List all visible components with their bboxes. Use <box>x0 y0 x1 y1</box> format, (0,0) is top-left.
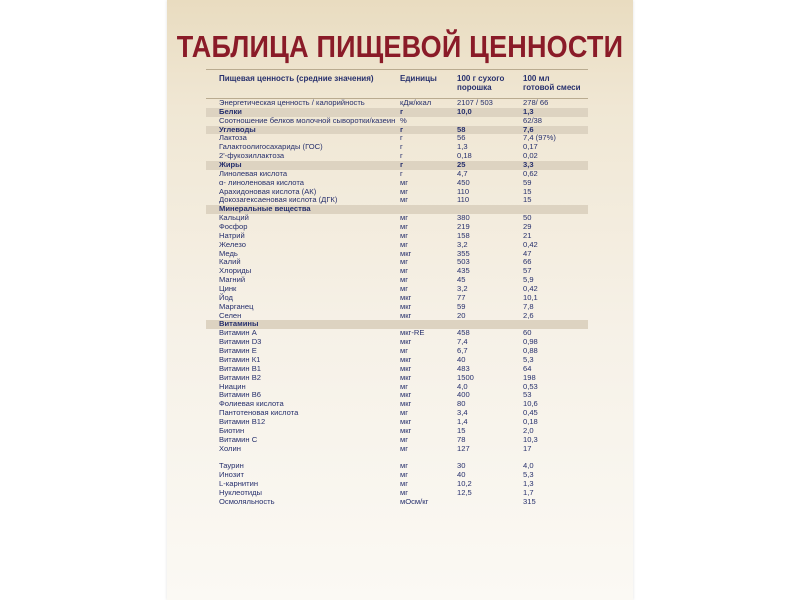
nutrient-name: Инозит <box>219 470 244 480</box>
ready-value-cell: 4,0 <box>523 461 534 471</box>
dry-value-cell: 110 <box>457 195 470 205</box>
nutrient-name: Жиры <box>219 160 242 170</box>
nutrient-name: Пантотеновая кислота <box>219 408 299 418</box>
unit-cell: мг <box>400 239 408 249</box>
dry-value-cell: 77 <box>457 292 466 302</box>
ready-value-cell: 1,7 <box>523 487 534 497</box>
unit-cell: мкг <box>400 416 412 426</box>
nutrient-name: Фолиевая кислота <box>219 399 284 409</box>
dry-value-cell: 1,4 <box>457 416 468 426</box>
ready-value-cell: 5,3 <box>523 470 534 480</box>
nutrient-name: Витамин D3 <box>219 337 262 347</box>
unit-cell: кДж/ккал <box>400 98 432 107</box>
nutrient-name: Осмоляльность <box>219 496 275 506</box>
nutrient-name: Витамин С <box>219 434 258 444</box>
unit-cell: мг <box>400 230 408 240</box>
nutrient-name: Лактоза <box>219 133 247 143</box>
ready-value-cell: 0,18 <box>523 416 538 426</box>
ready-value-cell: 47 <box>523 248 532 258</box>
dry-value-cell: 30 <box>457 461 466 471</box>
ready-value-cell: 1,3 <box>523 106 534 116</box>
dry-value-cell: 78 <box>457 434 466 444</box>
unit-cell: мкг <box>400 310 412 320</box>
table-row <box>206 445 588 463</box>
dry-value-cell: 58 <box>457 124 466 134</box>
nutrient-name: Селен <box>219 310 242 320</box>
unit-cell: мОсм/кг <box>400 496 429 506</box>
unit-cell: г <box>400 160 404 170</box>
nutrient-name: Витамин В6 <box>219 390 261 400</box>
dry-value-cell: 158 <box>457 230 470 240</box>
dry-value-cell: 127 <box>457 443 470 453</box>
dry-value-cell: 12,5 <box>457 487 472 497</box>
unit-cell: мг <box>400 381 408 391</box>
dry-value-cell: 0,18 <box>457 151 472 161</box>
ready-value-cell: 10,1 <box>523 292 538 302</box>
unit-cell: мкг <box>400 390 412 400</box>
nutrient-name: Докозагексаеновая кислота (ДГК) <box>219 195 338 205</box>
unit-cell: мкг <box>400 363 412 373</box>
nutrient-name: Соотношение белков молочной сыворотки/казеин <box>219 115 396 125</box>
dry-value-cell: 4,0 <box>457 381 468 391</box>
dry-value-cell: 1500 <box>457 372 474 382</box>
dry-value-cell: 59 <box>457 301 466 311</box>
nutrient-name: Биотин <box>219 425 245 435</box>
dry-value-cell: 450 <box>457 177 470 187</box>
dry-value-cell: 25 <box>457 160 466 170</box>
unit-cell: мг <box>400 213 408 223</box>
dry-value-cell: 400 <box>457 390 470 400</box>
ready-value-cell: 0,42 <box>523 239 538 249</box>
dry-value-cell: 6,7 <box>457 346 468 356</box>
ready-value-cell: 0,02 <box>523 151 538 161</box>
nutrient-name: Хлориды <box>219 266 252 276</box>
nutrient-name: 2'-фукозиллактоза <box>219 151 285 161</box>
ready-value-cell: 66 <box>523 257 532 267</box>
nutrient-name: Минеральные вещества <box>219 204 311 214</box>
dry-value-cell: 380 <box>457 213 470 223</box>
unit-cell: мкг <box>400 248 412 258</box>
ready-value-cell: 0,88 <box>523 346 538 356</box>
nutrient-name: Витамин К1 <box>219 354 261 364</box>
page-title: ТАБЛИЦА ПИЩЕВОЙ ЦЕННОСТИ <box>176 30 624 64</box>
header-dry-powder: 100 г сухого порошка <box>457 74 505 92</box>
ready-value-cell: 315 <box>523 496 536 506</box>
unit-cell: мкг <box>400 337 412 347</box>
nutrient-name: Витамин А <box>219 328 257 338</box>
ready-value-cell: 2,6 <box>523 310 534 320</box>
ready-value-cell: 64 <box>523 363 532 373</box>
nutrient-name: Холин <box>219 443 241 453</box>
nutrient-name: Натрий <box>219 230 245 240</box>
unit-cell: мкг-RE <box>400 328 425 338</box>
ready-value-cell: 2,0 <box>523 425 534 435</box>
ready-value-cell: 59 <box>523 177 532 187</box>
dry-value-cell: 3,2 <box>457 239 468 249</box>
dry-value-cell: 10,2 <box>457 478 472 488</box>
unit-cell: г <box>400 142 403 152</box>
ready-value-cell: 57 <box>523 266 532 276</box>
unit-cell: % <box>400 115 407 125</box>
dry-value-cell: 435 <box>457 266 470 276</box>
unit-cell: мг <box>400 434 408 444</box>
table-body <box>206 99 588 507</box>
nutrient-name: Витамин В12 <box>219 416 266 426</box>
unit-cell: мг <box>400 177 408 187</box>
unit-cell: мг <box>400 461 408 471</box>
unit-cell: мг <box>400 470 408 480</box>
dry-value-cell: 3,4 <box>457 408 468 418</box>
unit-cell: мг <box>400 284 408 294</box>
ready-value-cell: 7,8 <box>523 301 534 311</box>
unit-cell: мг <box>400 257 408 267</box>
ready-value-cell: 0,98 <box>523 337 538 347</box>
nutrient-name: Таурин <box>219 461 244 471</box>
ready-value-cell: 0,17 <box>523 142 538 152</box>
nutrient-name: Белки <box>219 106 242 116</box>
ready-value-cell: 50 <box>523 213 532 223</box>
unit-cell: мкг <box>400 425 412 435</box>
nutrient-name: Йод <box>219 292 233 302</box>
nutrient-name: Витамин В2 <box>219 372 261 382</box>
nutrient-name: Линолевая кислота <box>219 168 288 178</box>
unit-cell: мг <box>400 266 408 276</box>
ready-value-cell: 29 <box>523 222 532 232</box>
ready-value-cell: 15 <box>523 195 532 205</box>
nutrient-name: Магний <box>219 275 246 285</box>
ready-value-cell: 3,3 <box>523 160 534 170</box>
unit-cell: мкг <box>400 399 412 409</box>
unit-cell: мг <box>400 346 408 356</box>
nutrient-name: Ниацин <box>219 381 246 391</box>
ready-value-cell: 0,42 <box>523 284 538 294</box>
header-nutrient: Пищевая ценность (средние значения) <box>219 74 374 83</box>
nutrient-name: Нуклеотиды <box>219 487 263 497</box>
nutrient-name: Энергетическая ценность / калорийность <box>219 98 365 107</box>
nutrient-name: L-карнитин <box>219 478 259 488</box>
dry-value-cell: 458 <box>457 328 470 338</box>
nutrient-name: Углеводы <box>219 124 256 134</box>
dry-value-cell: 7,4 <box>457 337 468 347</box>
ready-value-cell: 7,6 <box>523 124 534 134</box>
nutrient-name: Витамин Е <box>219 346 257 356</box>
unit-cell: мкг <box>400 301 412 311</box>
nutrient-name: Железо <box>219 239 246 249</box>
dry-value-cell: 15 <box>457 425 466 435</box>
dry-value-cell: 56 <box>457 133 466 143</box>
unit-cell: мг <box>400 275 408 285</box>
dry-value-cell: 20 <box>457 310 466 320</box>
nutrient-name: Цинк <box>219 284 237 294</box>
dry-value-cell: 503 <box>457 257 470 267</box>
nutrient-name: Арахидоновая кислота (АК) <box>219 186 317 196</box>
table-header <box>206 69 588 99</box>
nutrition-table <box>206 69 588 507</box>
nutrient-name: Марганец <box>219 301 254 311</box>
unit-cell: мг <box>400 487 408 497</box>
ready-value-cell: 198 <box>523 372 536 382</box>
dry-value-cell: 219 <box>457 222 470 232</box>
table-row <box>206 498 588 507</box>
dry-value-cell: 3,2 <box>457 284 468 294</box>
ready-value-cell: 0,45 <box>523 408 538 418</box>
nutrient-name: Витамины <box>219 319 259 329</box>
dry-value-cell: 80 <box>457 399 466 409</box>
unit-cell: мг <box>400 408 408 418</box>
header-ready-mix: 100 мл готовой смеси <box>523 74 581 92</box>
unit-cell: мг <box>400 478 408 488</box>
ready-value-cell: 15 <box>523 186 532 196</box>
unit-cell: г <box>400 168 403 178</box>
nutrient-name: Витамин В1 <box>219 363 261 373</box>
ready-value-cell: 10,6 <box>523 399 538 409</box>
ready-value-cell: 7,4 (97%) <box>523 133 556 143</box>
header-units: Единицы <box>400 74 437 83</box>
unit-cell: г <box>400 124 404 134</box>
unit-cell: мг <box>400 222 408 232</box>
dry-value-cell: 40 <box>457 354 466 364</box>
ready-value-cell: 17 <box>523 443 532 453</box>
dry-value-cell: 1,3 <box>457 142 468 152</box>
ready-value-cell: 278/ 66 <box>523 98 549 107</box>
nutrient-name: α- линоленовая кислота <box>219 177 304 187</box>
table-row <box>206 312 588 321</box>
ready-value-cell: 5,9 <box>523 275 534 285</box>
unit-cell: г <box>400 133 403 143</box>
unit-cell: мкг <box>400 372 412 382</box>
unit-cell: мг <box>400 443 408 453</box>
unit-cell: г <box>400 106 404 116</box>
dry-value-cell: 2107 / 503 <box>457 98 493 107</box>
dry-value-cell: 483 <box>457 363 470 373</box>
ready-value-cell: 5,3 <box>523 354 534 364</box>
dry-value-cell: 4,7 <box>457 168 468 178</box>
nutrient-name: Галактоолигосахариды (ГОС) <box>219 142 323 152</box>
unit-cell: г <box>400 151 403 161</box>
nutrient-name: Фосфор <box>219 222 248 232</box>
nutrient-name: Калий <box>219 257 241 267</box>
ready-value-cell: 53 <box>523 390 532 400</box>
unit-cell: мкг <box>400 292 412 302</box>
dry-value-cell: 45 <box>457 275 466 285</box>
ready-value-cell: 60 <box>523 328 532 338</box>
unit-cell: мг <box>400 195 408 205</box>
nutrient-name: Медь <box>219 248 238 258</box>
dry-value-cell: 40 <box>457 470 466 480</box>
nutrient-name: Кальций <box>219 213 249 223</box>
ready-value-cell: 1,3 <box>523 478 534 488</box>
ready-value-cell: 0,53 <box>523 381 538 391</box>
dry-value-cell: 10,0 <box>457 106 472 116</box>
unit-cell: мг <box>400 186 408 196</box>
ready-value-cell: 62/38 <box>523 115 543 125</box>
ready-value-cell: 10,3 <box>523 434 538 444</box>
ready-value-cell: 21 <box>523 230 532 240</box>
dry-value-cell: 355 <box>457 248 470 258</box>
dry-value-cell: 110 <box>457 186 470 196</box>
ready-value-cell: 0,62 <box>523 168 538 178</box>
unit-cell: мкг <box>400 354 412 364</box>
